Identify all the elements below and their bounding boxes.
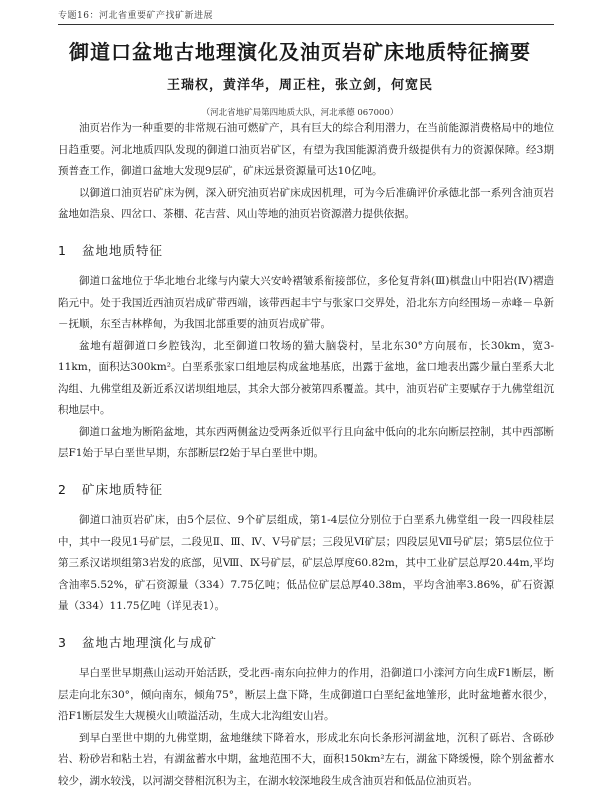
body-paragraph: 御道口油页岩矿床，由5个层位、9个矿层组成，第1-4层位分别位于白垩系九佛堂组一段一四段桂层中，其中一段见1号矿层，二段见Ⅱ、Ⅲ、Ⅳ、Ⅴ号矿层；三段见Ⅵ矿层；四段层见Ⅶ号矿层；第5层位位于第三系汉诺坝组第3岩发的底部，见Ⅷ、Ⅸ号矿层，矿层总厚度60.82m，其中工业矿层总厚20.44m,平均含油率5.52%，矿石资源量（334）7.75亿吨；低品位矿层总厚40.38m，平均含油率3.86%，矿石资源量（334）11.75亿吨（详见表1）。 xyxy=(58,510,554,618)
section-title: 盆地古地理演化与成矿 xyxy=(82,635,217,650)
body-paragraph: 早白垩世早期燕山运动开始活跃，受北西-南东向拉伸力的作用，沿御道口小滦河方向生成F1断层，断层走向北东30°，倾向南东，倾角75°，断层上盘下降，生成御道口白垩纪盆地雏形，此时盆地蓄水很少，沿F1断层发生大规模火山喷溢活动，生成大北沟组安山岩。 xyxy=(58,663,554,728)
running-header: 专题16：河北省重要矿产找矿新进展 xyxy=(58,8,538,21)
paper-title: 御道口盆地古地理演化及油页岩矿床地质特征摘要 xyxy=(40,36,560,65)
section-number: 2 xyxy=(58,479,82,501)
section-heading xyxy=(58,240,554,262)
affiliation: （河北省地矿局第四地质大队，河北承德 067000） xyxy=(40,106,560,118)
intro-paragraph: 以御道口油页岩矿床为例，深入研究油页岩矿床成因机理，可为今后准确评价承德北部一系列含油页岩盆地如浩泉、四岔口、茶棚、花吉营、风山等地的油页岩资源潜力提供依据。 xyxy=(58,183,554,226)
body-paragraph: 御道口盆地位于华北地台北缘与内蒙大兴安岭褶皱系衔接部位，多伦复背斜(Ⅲ)棋盘山中阳岩(Ⅳ)褶造陷元中。处于我国近西油页岩成矿带西端，该带西起丰宁与张家口交界处，沿北东方向经围场－赤峰－阜新－抚顺，东至吉林桦甸，为我国北部重要的油页岩成矿带。 xyxy=(58,271,554,336)
section-number: 3 xyxy=(58,632,82,654)
intro-paragraph: 油页岩作为一种重要的非常规石油可燃矿产，具有巨大的综合利用潜力，在当前能源消费格局中的地位日趋重要。河北地质四队发现的御道口油页岩矿区，有望为我国能源消费升级提供有力的资源保障。经3期预普查工作，御道口盆地大发现9层矿，矿床远景资源量可达10亿吨。 xyxy=(58,118,554,183)
section-number: 1 xyxy=(58,240,82,262)
section-heading xyxy=(58,479,554,501)
header-rule xyxy=(58,24,554,25)
section-title: 矿床地质特征 xyxy=(82,482,163,497)
body-paragraph: 盆地有超御道口乡腔钱沟，北至御道口牧场的猫大脑袋村，呈北东30°方向展布，长30km，宽3-11km，面积达300km²。白垩系张家口组地层构成盆地基底，出露于盆地，盆口地表出露少量白垩系大北沟组、九佛堂组及新近系汉诺坝组地层，其余大部分被第四系覆盖。其中，油页岩矿主要赋存于九佛堂组沉积地层中。 xyxy=(58,336,554,422)
paper-body xyxy=(58,118,554,792)
body-paragraph: 到早白垩世中期的九佛堂期，盆地继续下降着水，形成北东向长条形河湖盆地，沉积了砾岩、含砾砂岩、粉砂岩和粘土岩，有湖盆蓄水中期，盆地范围不大，面积150km²左右，湖盆下降缓慢，除个别盆蓄水较少，湖水较浅，以河湖交替相沉积为主，在湖水较深地段生成含油页岩和低品位油页岩。 xyxy=(58,728,554,792)
section-title: 盆地地质特征 xyxy=(82,243,163,258)
author-list: 王瑞权，黄洋华，周正柱，张立剑，何宽民 xyxy=(40,74,560,93)
body-paragraph: 御道口盆地为断陷盆地，其东西两侧盆边受两条近似平行且向盆中低向的北东向断层控制，其中西部断层F1始于早白垩世早期，东部断层f2始于早白垩世中期。 xyxy=(58,422,554,465)
section-heading xyxy=(58,632,554,654)
